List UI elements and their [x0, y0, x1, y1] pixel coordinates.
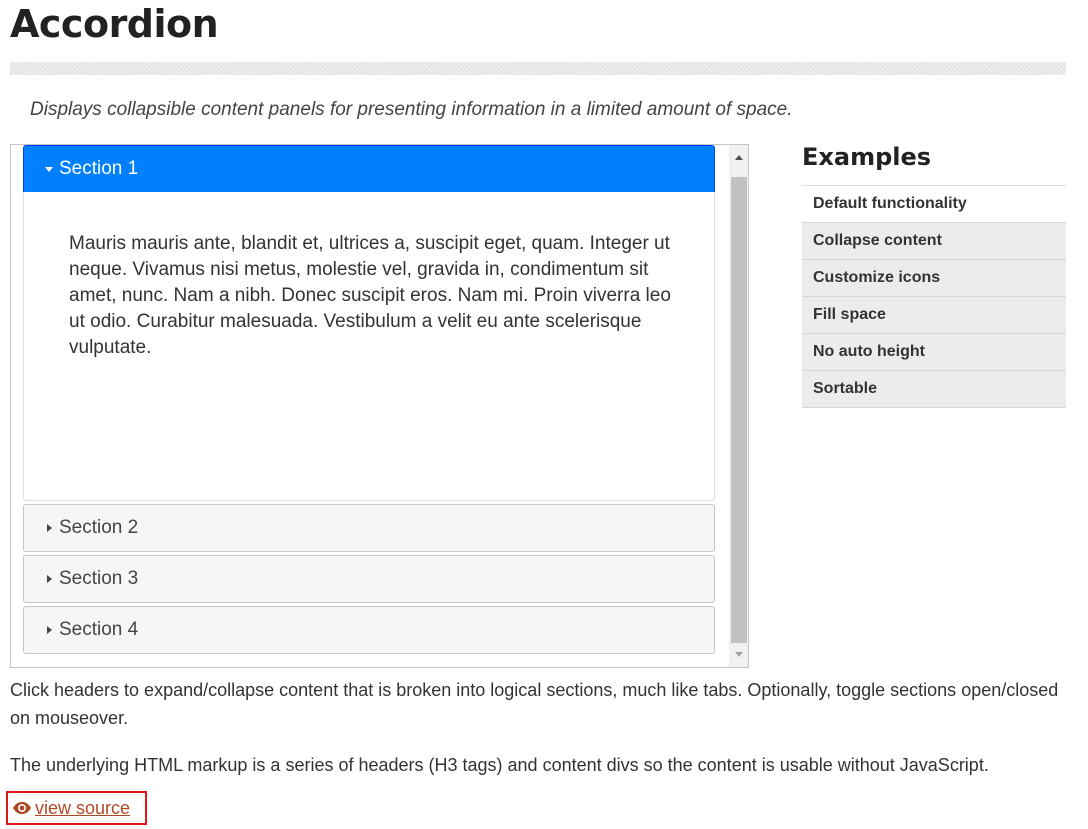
triangle-right-icon [44, 505, 54, 551]
example-item-default-functionality[interactable]: Default functionality [802, 186, 1066, 223]
accordion-header-label: Section 1 [59, 158, 139, 179]
accordion-panel-text: Mauris mauris ante, blandit et, ultrices a, suscipit eget, quam. Integer ut neque. Vivamus nisi metus, molestie vel, gravida in, condimentum sit amet, nunc. Nam a nibh. Donec suscipit eros. Nam mi. Proin viverra leo ut odio. Curabitur malesuada. Vestibulum a velit eu ante scelerisque vulputate. [69, 233, 671, 358]
accordion-header-section-1[interactable] [23, 145, 715, 193]
accordion-header-label: Section 3 [59, 568, 139, 589]
title-divider [10, 62, 1066, 75]
page-title: Accordion [10, 2, 219, 46]
triangle-right-icon [44, 607, 54, 653]
demo-scrollbar[interactable] [729, 145, 748, 667]
examples-list [802, 185, 1066, 408]
page-description: Displays collapsible content panels for presenting information in a limited amount of space. [30, 99, 793, 120]
example-item-customize-icons[interactable]: Customize icons [802, 260, 1066, 297]
scroll-up-arrow-icon[interactable] [729, 148, 748, 167]
accordion-header-section-2[interactable] [23, 504, 715, 552]
accordion-header-label: Section 2 [59, 517, 139, 538]
view-source-highlight [6, 791, 147, 825]
accordion-header-section-3[interactable] [23, 555, 715, 603]
examples-heading: Examples [802, 143, 932, 171]
example-item-no-auto-height[interactable]: No auto height [802, 334, 1066, 371]
info-paragraph-2: The underlying HTML markup is a series of headers (H3 tags) and content divs so the content is usable without JavaScript. [10, 755, 989, 775]
view-source-link[interactable] [12, 795, 130, 821]
view-source-label: view source [35, 797, 131, 818]
example-item-collapse-content[interactable]: Collapse content [802, 223, 1066, 260]
eye-icon [12, 801, 32, 815]
scrollbar-thumb[interactable] [731, 177, 747, 643]
accordion-panel-section-1 [23, 192, 715, 501]
example-item-fill-space[interactable]: Fill space [802, 297, 1066, 334]
triangle-down-icon [44, 146, 54, 192]
scroll-down-arrow-icon[interactable] [729, 645, 748, 664]
accordion-header-section-4[interactable] [23, 606, 715, 654]
demo-frame [10, 144, 749, 668]
example-item-sortable[interactable]: Sortable [802, 371, 1066, 408]
triangle-right-icon [44, 556, 54, 602]
info-paragraph-1: Click headers to expand/collapse content that is broken into logical sections, much like tabs. Optionally, toggle sections open/closed on mouseover. [10, 680, 1059, 728]
accordion-header-label: Section 4 [59, 619, 139, 640]
